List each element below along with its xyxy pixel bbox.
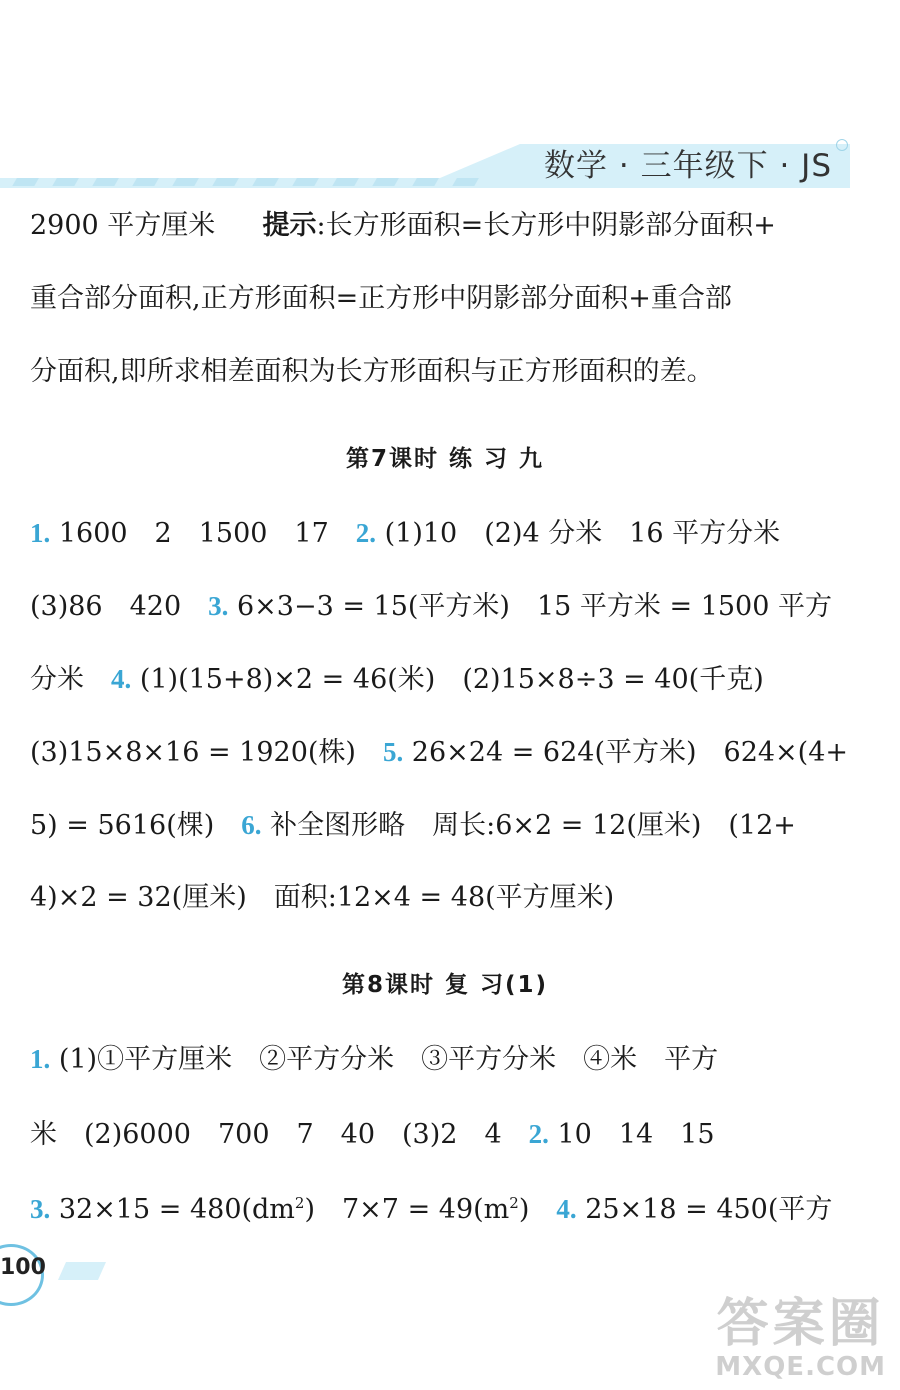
- answer-text: 10 14 15: [548, 1119, 715, 1150]
- section-8-line-2: [30, 1116, 715, 1153]
- answer-text: 补全图形略 周长:6×2 = 12(厘米) (12+: [261, 810, 796, 841]
- hint-label: 提示: [262, 210, 317, 241]
- answer-text: ): [518, 1194, 557, 1225]
- answer-text: 26×24 = 624(平方米) 624×(4+: [403, 737, 849, 768]
- section-8-line-3: [30, 1191, 832, 1228]
- page-number: 100: [0, 1255, 46, 1280]
- question-number: 2.: [355, 518, 377, 548]
- section-8-title: 第8课时 复 习(1): [341, 972, 549, 998]
- answer-text: ) 7×7 = 49(m: [304, 1194, 510, 1225]
- answer-text: 4)×2 = 32(厘米) 面积:12×4 = 48(平方厘米): [30, 882, 615, 913]
- watermark: [715, 1296, 886, 1382]
- superscript: 2: [294, 1194, 305, 1212]
- footer-stripe: [58, 1262, 106, 1280]
- superscript: 2: [509, 1194, 519, 1212]
- question-number: 2.: [528, 1119, 549, 1149]
- answer-text: 25×18 = 450(平方: [576, 1194, 833, 1225]
- answer-text: (1)①平方厘米 ②平方分米 ③平方分米 ④米 平方: [50, 1044, 719, 1075]
- answer-text: 分米: [30, 664, 111, 695]
- intro-line-3: 分面积,即所求相差面积为长方形面积与正方形面积的差。: [30, 356, 714, 387]
- watermark-logo: 答案圈: [716, 1294, 885, 1354]
- section-7-line-1: [30, 515, 780, 552]
- header-dot-decoration: [836, 139, 848, 151]
- section-7-line-2: [30, 588, 832, 625]
- question-number: 1.: [30, 1044, 51, 1074]
- section-7-line-6: [30, 880, 614, 916]
- answer-text: 32×15 = 480(dm: [50, 1194, 295, 1225]
- answer-text: (1)10 (2)4 分米 16 平方分米: [376, 518, 781, 549]
- answer-text: (3)86 420: [30, 591, 209, 622]
- question-number: 4.: [556, 1194, 577, 1224]
- section-7-line-5: [30, 807, 796, 844]
- question-number: 4.: [111, 664, 132, 694]
- watermark-url: MXQE.COM: [715, 1352, 886, 1382]
- answer-text: 米 (2)6000 700 7 40 (3)2 4: [30, 1119, 529, 1150]
- header-title: 数学 · 三年级下 · JS: [544, 148, 832, 184]
- question-number: 5.: [382, 737, 404, 767]
- intro-line-2: 重合部分面积,正方形面积=正方形中阴影部分面积+重合部: [30, 283, 732, 314]
- hint-text: :长方形面积=长方形中阴影部分面积+: [316, 210, 776, 241]
- answer-text: 6×3−3 = 15(平方米) 15 平方米 = 1500 平方: [228, 591, 832, 622]
- section-7-line-3: [30, 661, 764, 698]
- question-number: 1.: [30, 518, 51, 548]
- answer-text: (3)15×8×16 = 1920(株): [30, 737, 383, 768]
- question-number: 6.: [241, 810, 262, 840]
- section-8-line-1: [30, 1041, 718, 1078]
- answer-text: 1600 2 1500 17: [50, 518, 356, 549]
- question-number: 3.: [30, 1194, 51, 1224]
- answer-text: (1)(15+8)×2 = 46(米) (2)15×8÷3 = 40(千克): [131, 664, 764, 695]
- intro-answer: 2900 平方厘米: [30, 210, 216, 241]
- intro-line-1: [30, 208, 776, 244]
- section-7-title: 第7课时 练 习 九: [345, 446, 545, 472]
- answer-text: 5) = 5616(棵): [30, 810, 242, 841]
- section-7-line-4: [30, 734, 848, 771]
- question-number: 3.: [208, 591, 229, 621]
